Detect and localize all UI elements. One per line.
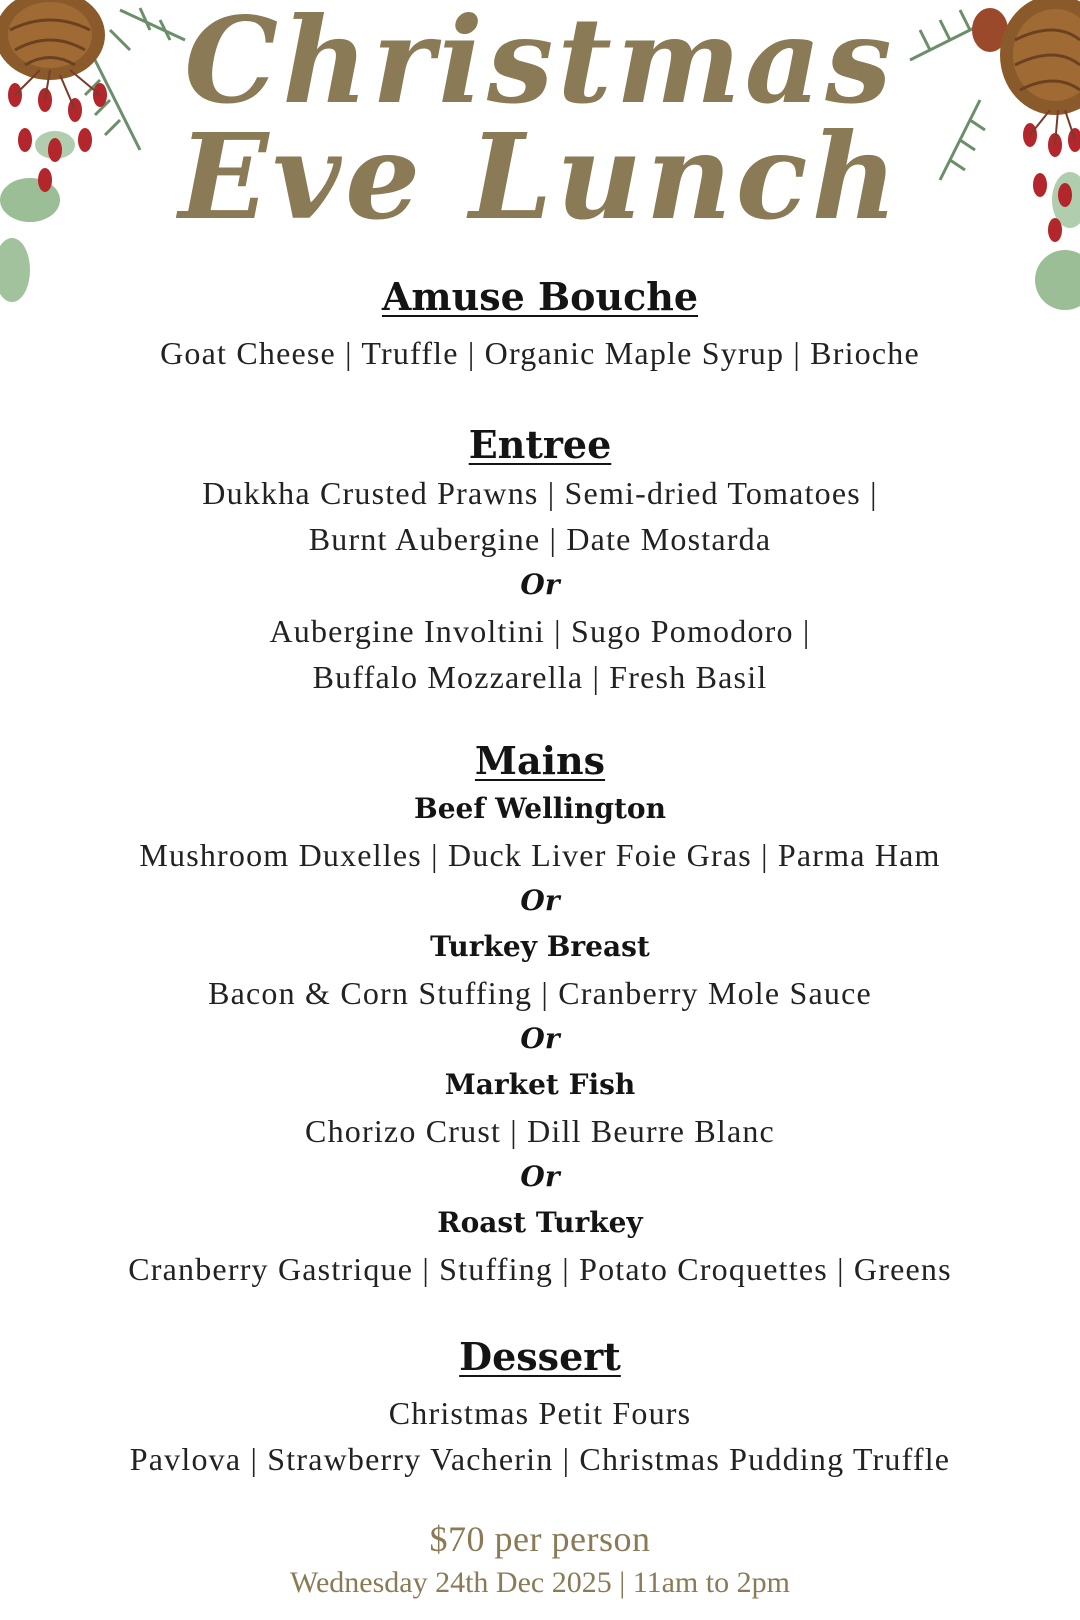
dish-description: Cranberry Gastrique | Stuffing | Potato Croquettes | Greens bbox=[128, 1251, 952, 1287]
dish-description: Mushroom Duxelles | Duck Liver Foie Gras | Parma Ham bbox=[139, 837, 941, 873]
menu-line: Dukkha Crusted Prawns | Semi-dried Tomatoes | bbox=[202, 475, 878, 511]
dish-name: Beef Wellington bbox=[414, 792, 666, 825]
amuse-bouche-section bbox=[0, 272, 1080, 376]
dish-name: Turkey Breast bbox=[430, 930, 650, 963]
menu-line: Pavlova | Strawberry Vacherin | Christmas Pudding Truffle bbox=[129, 1441, 951, 1477]
or-separator: Or bbox=[520, 1160, 560, 1193]
date-time-text: Wednesday 24th Dec 2025 | 11am to 2pm bbox=[290, 1566, 790, 1599]
or-separator: Or bbox=[520, 1022, 560, 1055]
menu-line: Aubergine Involtini | Sugo Pomodoro | bbox=[269, 613, 811, 649]
page-title-line-1: Christmas bbox=[184, 0, 896, 130]
menu-body bbox=[0, 272, 1080, 1482]
section-heading-dessert: Dessert bbox=[459, 1334, 621, 1379]
menu-line: Buffalo Mozzarella | Fresh Basil bbox=[312, 659, 768, 695]
entree-section bbox=[0, 420, 1080, 700]
dish-description: Chorizo Crust | Dill Beurre Blanc bbox=[305, 1113, 775, 1149]
or-separator: Or bbox=[520, 884, 560, 917]
menu-line: Christmas Petit Fours bbox=[388, 1395, 692, 1431]
dessert-section bbox=[0, 1332, 1080, 1482]
menu-line: Burnt Aubergine | Date Mostarda bbox=[308, 521, 772, 557]
section-heading-amuse-bouche: Amuse Bouche bbox=[381, 274, 699, 319]
or-separator: Or bbox=[520, 568, 560, 601]
price-text: $70 per person bbox=[429, 1519, 651, 1559]
page-title-line-2: Eve Lunch bbox=[178, 107, 902, 246]
section-heading-mains: Mains bbox=[474, 738, 606, 783]
menu-line: Goat Cheese | Truffle | Organic Maple Syrup | Brioche bbox=[160, 335, 920, 371]
dish-description: Bacon & Corn Stuffing | Cranberry Mole Sauce bbox=[208, 975, 872, 1011]
section-heading-entree: Entree bbox=[468, 422, 612, 467]
dish-name: Roast Turkey bbox=[437, 1206, 643, 1239]
mains-section bbox=[0, 736, 1080, 1292]
dish-name: Market Fish bbox=[444, 1068, 636, 1101]
